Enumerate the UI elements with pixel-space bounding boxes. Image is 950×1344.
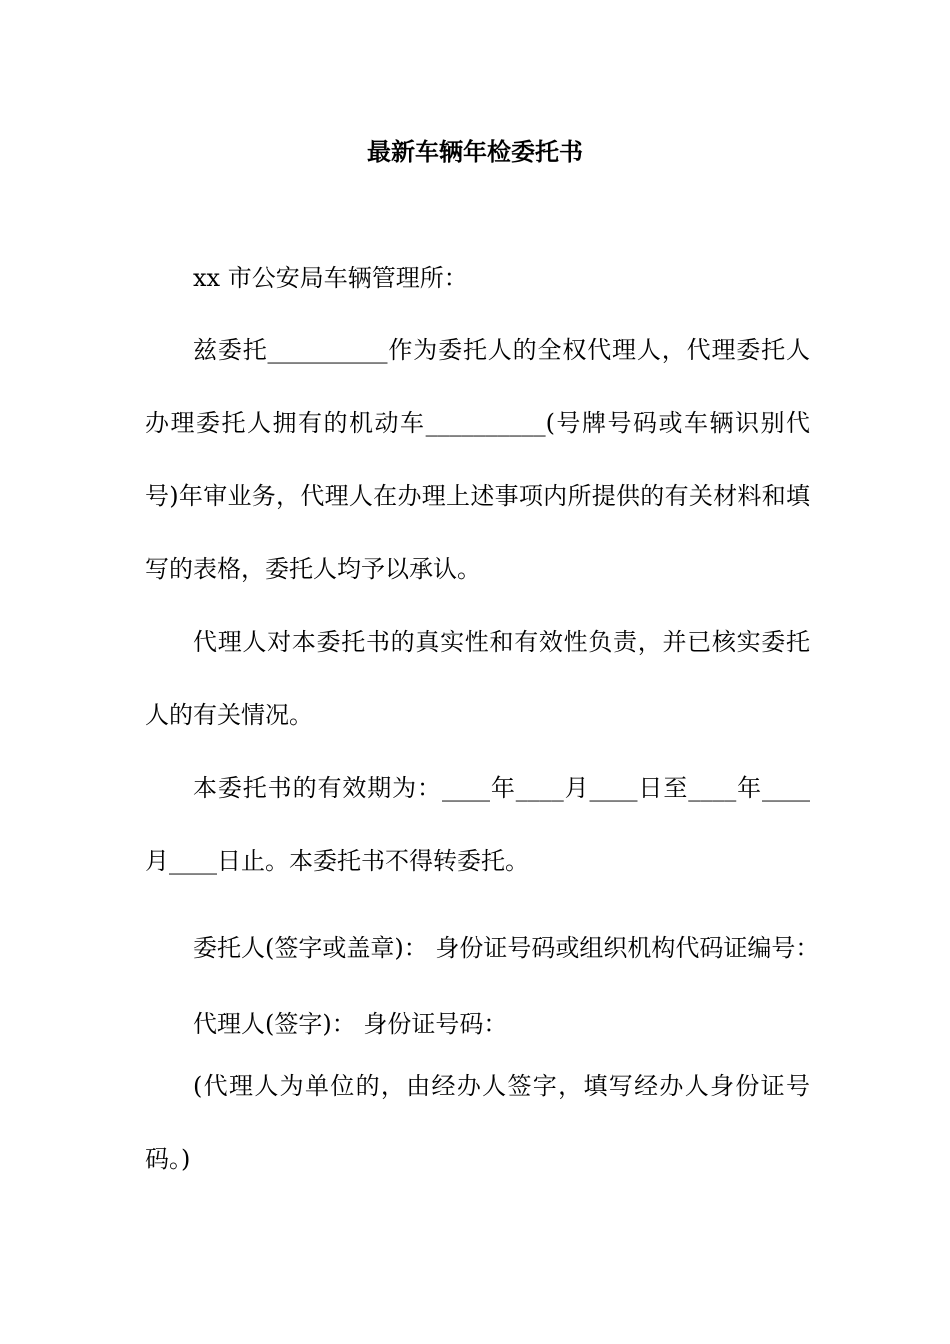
document-title: 最新车辆年检委托书 — [367, 137, 583, 166]
agent-signature-line: 代理人(签字)： 身份证号码： — [193, 1010, 508, 1038]
addressee-line: xx 市公安局车辆管理所： — [193, 264, 468, 292]
validity-paragraph: 本委托书的有效期为：____年____月____日至____年____月____日止。本委托书不得转委托。 — [145, 774, 810, 875]
responsibility-paragraph: 代理人对本委托书的真实性和有效性负责，并已核实委托人的有关情况。 — [145, 628, 810, 729]
authorization-paragraph: 兹委托__________作为委托人的全权代理人，代理委托人办理委托人拥有的机动车__________(号牌号码或车辆识别代号)年审业务，代理人在办理上述事项内所提供的有关材料和填写的表格，委托人均予以承认。 — [145, 336, 810, 583]
agent-note: (代理人为单位的，由经办人签字，填写经办人身份证号码。) — [145, 1072, 810, 1173]
principal-signature-line: 委托人(签字或盖章)： 身份证号码或组织机构代码证编号： — [193, 934, 820, 962]
